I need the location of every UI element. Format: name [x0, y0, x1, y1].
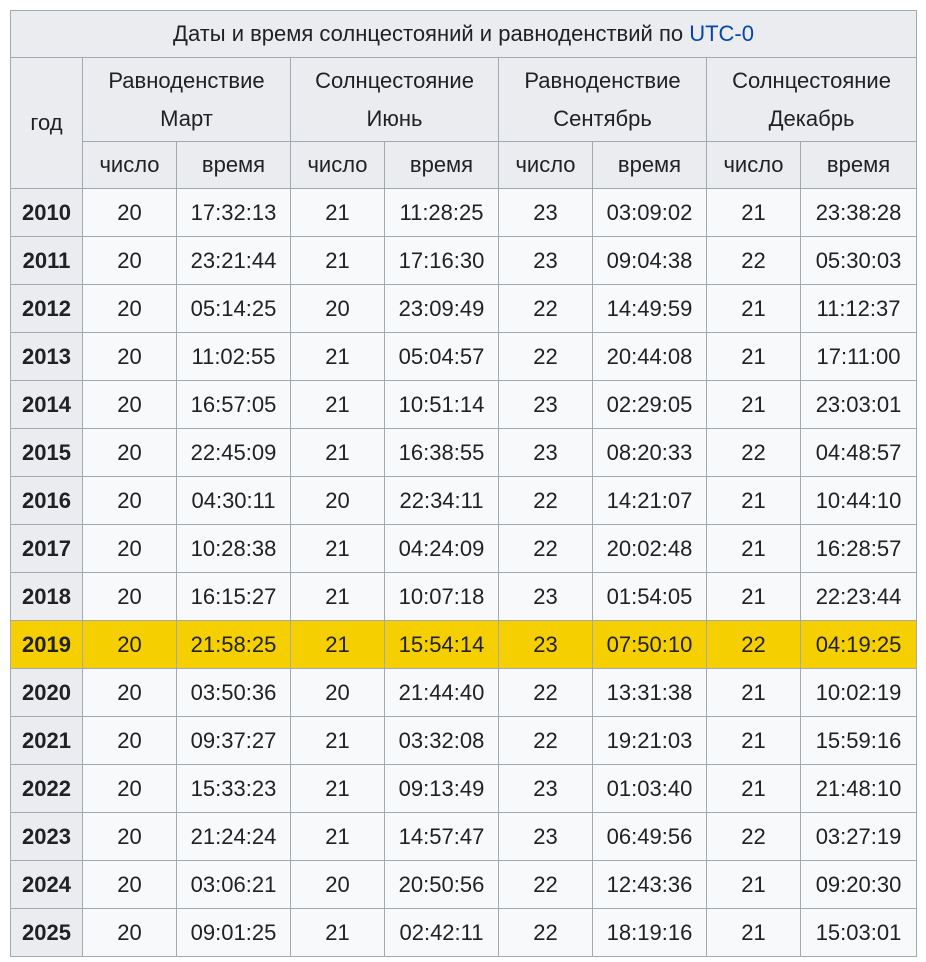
- september-day-cell: 22: [499, 909, 593, 957]
- december-day-cell: 22: [707, 429, 801, 477]
- december-time-cell: 15:59:16: [801, 717, 917, 765]
- september-time-cell: 03:09:02: [593, 189, 707, 237]
- september-day-cell: 23: [499, 765, 593, 813]
- header-sub-day: число: [707, 142, 801, 189]
- september-day-cell: 23: [499, 429, 593, 477]
- september-day-cell: 22: [499, 717, 593, 765]
- december-day-cell: 21: [707, 669, 801, 717]
- header-group-september: [499, 58, 707, 142]
- december-day-cell: 21: [707, 573, 801, 621]
- september-day-cell: 22: [499, 285, 593, 333]
- header-sub-time: время: [385, 142, 499, 189]
- september-time-cell: 12:43:36: [593, 861, 707, 909]
- march-day-cell: 20: [83, 525, 177, 573]
- december-day-cell: 22: [707, 237, 801, 285]
- december-day-cell: 22: [707, 621, 801, 669]
- december-day-cell: 21: [707, 909, 801, 957]
- march-day-cell: 20: [83, 909, 177, 957]
- september-day-cell: 22: [499, 861, 593, 909]
- year-cell: 2023: [11, 813, 83, 861]
- december-day-cell: 21: [707, 333, 801, 381]
- header-sub-day: число: [83, 142, 177, 189]
- september-day-cell: 23: [499, 813, 593, 861]
- march-time-cell: 16:57:05: [177, 381, 291, 429]
- year-cell: 2014: [11, 381, 83, 429]
- june-time-cell: 22:34:11: [385, 477, 499, 525]
- june-time-cell: 04:24:09: [385, 525, 499, 573]
- march-time-cell: 03:50:36: [177, 669, 291, 717]
- december-time-cell: 11:12:37: [801, 285, 917, 333]
- december-day-cell: 21: [707, 717, 801, 765]
- year-cell: 2019: [11, 621, 83, 669]
- september-time-cell: 08:20:33: [593, 429, 707, 477]
- june-time-cell: 23:09:49: [385, 285, 499, 333]
- march-time-cell: 21:58:25: [177, 621, 291, 669]
- march-time-cell: 04:30:11: [177, 477, 291, 525]
- table-row: [11, 477, 917, 525]
- june-day-cell: 20: [291, 477, 385, 525]
- header-group-december-line2: Декабрь: [768, 105, 855, 131]
- year-cell: 2020: [11, 669, 83, 717]
- december-day-cell: 21: [707, 381, 801, 429]
- year-cell: 2021: [11, 717, 83, 765]
- header-group-september-line2: Сентябрь: [553, 105, 652, 131]
- table-row: [11, 285, 917, 333]
- table-row: [11, 189, 917, 237]
- march-time-cell: 16:15:27: [177, 573, 291, 621]
- june-time-cell: 10:51:14: [385, 381, 499, 429]
- june-time-cell: 20:50:56: [385, 861, 499, 909]
- table-row: [11, 237, 917, 285]
- march-day-cell: 20: [83, 381, 177, 429]
- december-time-cell: 10:44:10: [801, 477, 917, 525]
- header-sub-time: время: [593, 142, 707, 189]
- september-time-cell: 13:31:38: [593, 669, 707, 717]
- march-day-cell: 20: [83, 285, 177, 333]
- june-day-cell: 21: [291, 573, 385, 621]
- december-time-cell: 09:20:30: [801, 861, 917, 909]
- september-day-cell: 22: [499, 333, 593, 381]
- september-time-cell: 14:21:07: [593, 477, 707, 525]
- june-time-cell: 16:38:55: [385, 429, 499, 477]
- header-group-june: [291, 58, 499, 142]
- header-sub-day: число: [291, 142, 385, 189]
- june-day-cell: 21: [291, 189, 385, 237]
- header-group-june-line1: Солнцестояние: [315, 67, 474, 93]
- table-row: [11, 525, 917, 573]
- march-day-cell: 20: [83, 765, 177, 813]
- march-time-cell: 22:45:09: [177, 429, 291, 477]
- june-time-cell: 10:07:18: [385, 573, 499, 621]
- september-day-cell: 22: [499, 525, 593, 573]
- year-cell: 2013: [11, 333, 83, 381]
- table-row: [11, 861, 917, 909]
- june-day-cell: 21: [291, 717, 385, 765]
- march-time-cell: 05:14:25: [177, 285, 291, 333]
- september-time-cell: 14:49:59: [593, 285, 707, 333]
- december-time-cell: 04:48:57: [801, 429, 917, 477]
- header-group-december-line1: Солнцестояние: [732, 67, 891, 93]
- year-cell: 2025: [11, 909, 83, 957]
- march-day-cell: 20: [83, 237, 177, 285]
- june-time-cell: 21:44:40: [385, 669, 499, 717]
- table-row: [11, 573, 917, 621]
- header-sub-time: время: [177, 142, 291, 189]
- solstice-equinox-table: [10, 10, 917, 957]
- december-time-cell: 03:27:19: [801, 813, 917, 861]
- december-time-cell: 10:02:19: [801, 669, 917, 717]
- march-time-cell: 09:01:25: [177, 909, 291, 957]
- march-day-cell: 20: [83, 621, 177, 669]
- december-time-cell: 22:23:44: [801, 573, 917, 621]
- september-day-cell: 23: [499, 573, 593, 621]
- header-group-december: [707, 58, 917, 142]
- march-day-cell: 20: [83, 861, 177, 909]
- year-cell: 2016: [11, 477, 83, 525]
- header-sub-time: время: [801, 142, 917, 189]
- september-day-cell: 23: [499, 381, 593, 429]
- table-title-text: Даты и время солнцестояний и равноденствий по: [173, 21, 690, 46]
- december-time-cell: 23:03:01: [801, 381, 917, 429]
- table-row: [11, 621, 917, 669]
- table-row: [11, 381, 917, 429]
- june-time-cell: 15:54:14: [385, 621, 499, 669]
- year-cell: 2010: [11, 189, 83, 237]
- june-day-cell: 21: [291, 429, 385, 477]
- september-day-cell: 23: [499, 237, 593, 285]
- december-time-cell: 23:38:28: [801, 189, 917, 237]
- march-time-cell: 11:02:55: [177, 333, 291, 381]
- march-day-cell: 20: [83, 573, 177, 621]
- december-time-cell: 15:03:01: [801, 909, 917, 957]
- september-time-cell: 18:19:16: [593, 909, 707, 957]
- year-cell: 2017: [11, 525, 83, 573]
- march-time-cell: 10:28:38: [177, 525, 291, 573]
- september-day-cell: 22: [499, 669, 593, 717]
- june-day-cell: 20: [291, 669, 385, 717]
- september-time-cell: 01:03:40: [593, 765, 707, 813]
- december-day-cell: 21: [707, 189, 801, 237]
- utc-link[interactable]: UTC-0: [689, 21, 754, 46]
- june-day-cell: 21: [291, 813, 385, 861]
- june-day-cell: 21: [291, 381, 385, 429]
- september-time-cell: 19:21:03: [593, 717, 707, 765]
- june-time-cell: 14:57:47: [385, 813, 499, 861]
- june-time-cell: 03:32:08: [385, 717, 499, 765]
- december-time-cell: 05:30:03: [801, 237, 917, 285]
- september-day-cell: 23: [499, 189, 593, 237]
- june-day-cell: 20: [291, 285, 385, 333]
- december-time-cell: 04:19:25: [801, 621, 917, 669]
- september-time-cell: 06:49:56: [593, 813, 707, 861]
- table-title: [11, 11, 917, 58]
- march-time-cell: 09:37:27: [177, 717, 291, 765]
- june-day-cell: 21: [291, 909, 385, 957]
- year-cell: 2012: [11, 285, 83, 333]
- year-cell: 2018: [11, 573, 83, 621]
- year-cell: 2011: [11, 237, 83, 285]
- march-time-cell: 21:24:24: [177, 813, 291, 861]
- september-day-cell: 22: [499, 477, 593, 525]
- table-row: [11, 765, 917, 813]
- march-time-cell: 17:32:13: [177, 189, 291, 237]
- year-cell: 2024: [11, 861, 83, 909]
- september-day-cell: 23: [499, 621, 593, 669]
- june-day-cell: 21: [291, 333, 385, 381]
- table-row: [11, 429, 917, 477]
- table-row: [11, 909, 917, 957]
- september-time-cell: 09:04:38: [593, 237, 707, 285]
- september-time-cell: 01:54:05: [593, 573, 707, 621]
- september-time-cell: 20:02:48: [593, 525, 707, 573]
- march-time-cell: 03:06:21: [177, 861, 291, 909]
- december-day-cell: 21: [707, 477, 801, 525]
- december-time-cell: 21:48:10: [801, 765, 917, 813]
- december-time-cell: 16:28:57: [801, 525, 917, 573]
- march-time-cell: 23:21:44: [177, 237, 291, 285]
- march-day-cell: 20: [83, 429, 177, 477]
- march-time-cell: 15:33:23: [177, 765, 291, 813]
- june-day-cell: 21: [291, 237, 385, 285]
- june-time-cell: 09:13:49: [385, 765, 499, 813]
- september-time-cell: 07:50:10: [593, 621, 707, 669]
- table-row: [11, 333, 917, 381]
- june-day-cell: 21: [291, 621, 385, 669]
- june-time-cell: 05:04:57: [385, 333, 499, 381]
- table-row: [11, 717, 917, 765]
- december-day-cell: 22: [707, 813, 801, 861]
- march-day-cell: 20: [83, 333, 177, 381]
- december-day-cell: 21: [707, 861, 801, 909]
- december-day-cell: 21: [707, 525, 801, 573]
- header-group-march-line2: Март: [160, 105, 213, 131]
- header-group-september-line1: Равноденствие: [524, 67, 681, 93]
- june-time-cell: 17:16:30: [385, 237, 499, 285]
- march-day-cell: 20: [83, 189, 177, 237]
- march-day-cell: 20: [83, 813, 177, 861]
- header-group-june-line2: Июнь: [366, 105, 423, 131]
- header-group-march-line1: Равноденствие: [108, 67, 265, 93]
- march-day-cell: 20: [83, 717, 177, 765]
- header-sub-day: число: [499, 142, 593, 189]
- year-cell: 2022: [11, 765, 83, 813]
- june-time-cell: 02:42:11: [385, 909, 499, 957]
- year-cell: 2015: [11, 429, 83, 477]
- solstice-equinox-table-container: [10, 10, 916, 957]
- december-time-cell: 17:11:00: [801, 333, 917, 381]
- table-row: [11, 813, 917, 861]
- september-time-cell: 20:44:08: [593, 333, 707, 381]
- march-day-cell: 20: [83, 669, 177, 717]
- june-time-cell: 11:28:25: [385, 189, 499, 237]
- september-time-cell: 02:29:05: [593, 381, 707, 429]
- table-row: [11, 669, 917, 717]
- header-year: год: [11, 58, 83, 189]
- june-day-cell: 21: [291, 765, 385, 813]
- june-day-cell: 20: [291, 861, 385, 909]
- december-day-cell: 21: [707, 765, 801, 813]
- december-day-cell: 21: [707, 285, 801, 333]
- june-day-cell: 21: [291, 525, 385, 573]
- march-day-cell: 20: [83, 477, 177, 525]
- table-body: [11, 189, 917, 957]
- header-group-march: [83, 58, 291, 142]
